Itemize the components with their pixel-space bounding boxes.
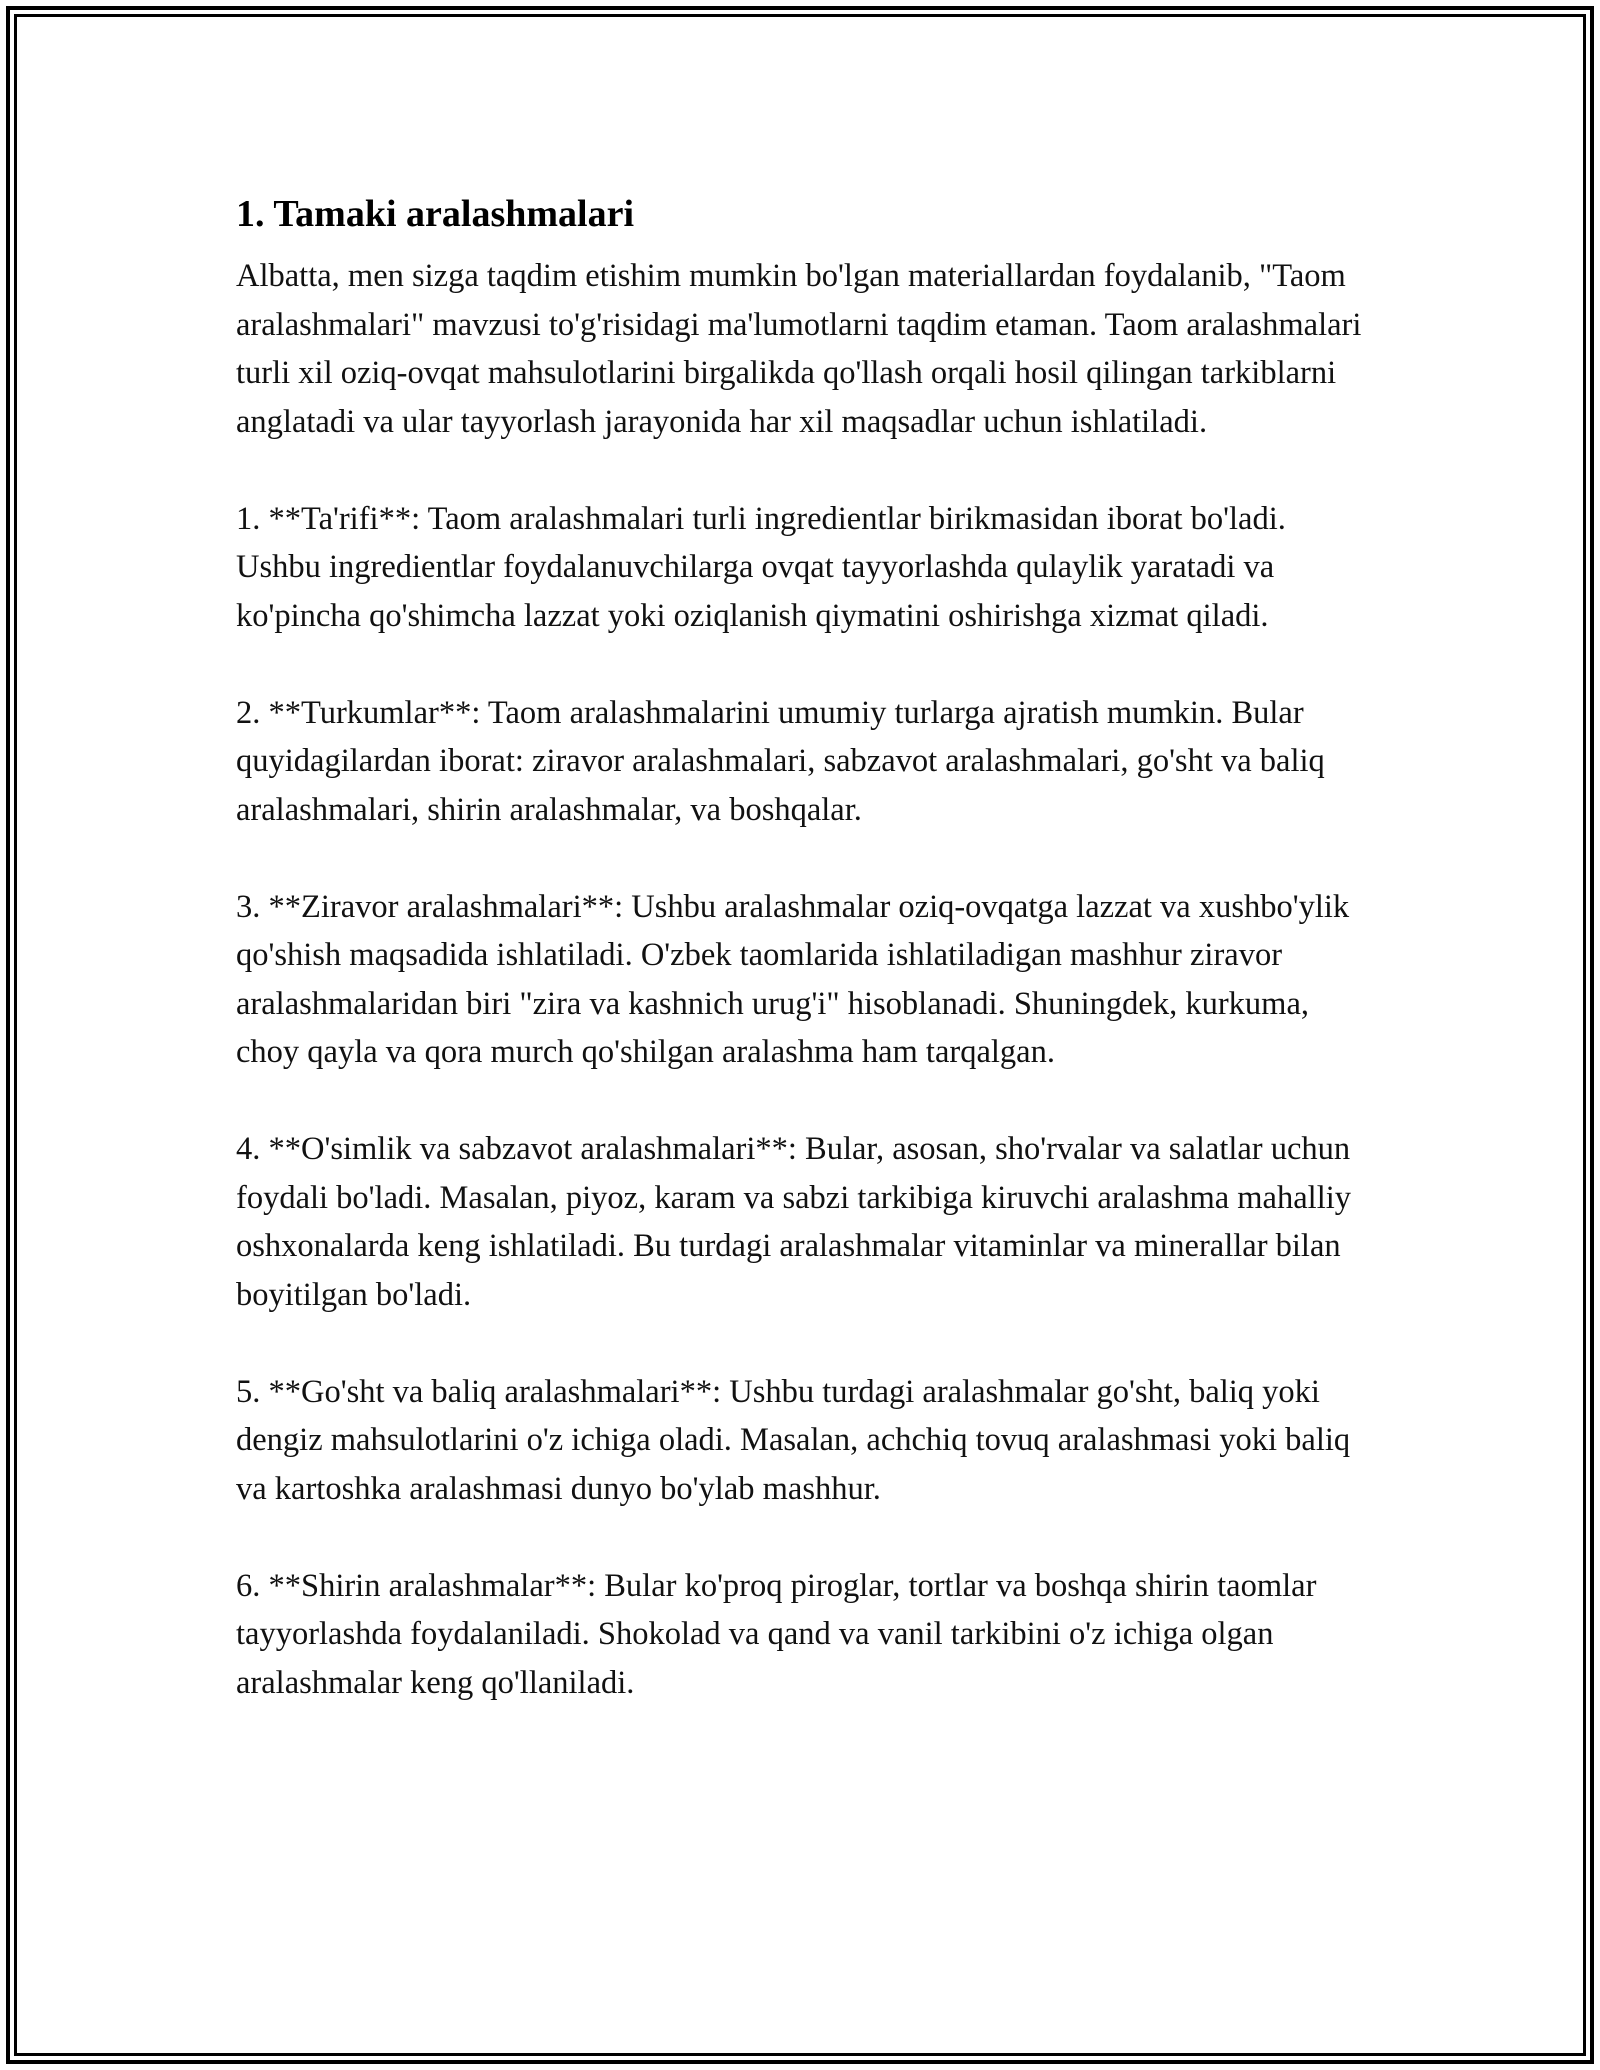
paragraph-spice-mixes: 3. **Ziravor aralashmalari**: Ushbu aralashmalar oziq-ovqatga lazzat va xushbo'ylik qo'shish maqsadida ishlatiladi. O'zbek taomlarida ishlatiladigan mashhur ziravor aralashmalaridan biri "zira va kashnich urug'i" hisoblanadi. Shuningdek, kurkuma, choy qayla va qora murch qo'shilgan aralashma ham tarqalgan. xyxy=(236,888,1350,1070)
paragraph-definition: 1. **Ta'rifi**: Taom aralashmalari turli ingredientlar birikmasidan iborat bo'ladi. Ushbu ingredientlar foydalanuvchilarga ovqat tayyorlashda qulaylik yaratadi va ko'pincha qo'shimcha lazzat yoki oziqlanish qiymatini oshirishga xizmat qiladi. xyxy=(236,500,1286,634)
paragraph-vegetable-mixes: 4. **O'simlik va sabzavot aralashmalari**: Bular, asosan, sho'rvalar va salatlar uchun foydali bo'ladi. Masalan, piyoz, karam va sabzi tarkibiga kiruvchi aralashma mahalliy oshxonalarda keng ishlatiladi. Bu turdagi aralashmalar vitaminlar va minerallar bilan boyitilgan bo'ladi. xyxy=(236,1131,1351,1313)
document-body xyxy=(236,184,1376,1707)
paragraph-sweet-mixes: 6. **Shirin aralashmalar**: Bular ko'proq piroglar, tortlar va boshqa shirin taomlar tayyorlashda foydalaniladi. Shokolad va qand va vanil tarkibini o'z ichiga olgan aralashmalar keng qo'llaniladi. xyxy=(236,1567,1317,1701)
intro-paragraph: Albatta, men sizga taqdim etishim mumkin bo'lgan materiallardan foydalanib, "Taom aralashmalari" mavzusi to'g'risidagi ma'lumotlarni taqdim etaman. Taom aralashmalari turli xil oziq-ovqat mahsulotlarini birgalikda qo'llash orqali hosil qilingan tarkiblarni anglatadi va ular tayyorlash jarayonida har xil maqsadlar uchun ishlatiladi. xyxy=(236,258,1362,440)
paragraph-categories: 2. **Turkumlar**: Taom aralashmalarini umumiy turlarga ajratish mumkin. Bular quyidagilardan iborat: ziravor aralashmalari, sabzavot aralashmalari, go'sht va baliq aralashmalari, shirin aralashmalar, va boshqalar. xyxy=(236,694,1325,828)
paragraph-meat-fish-mixes: 5. **Go'sht va baliq aralashmalari**: Ushbu turdagi aralashmalar go'sht, baliq yoki dengiz mahsulotlarini o'z ichiga oladi. Masalan, achchiq tovuq aralashmasi yoki baliq va kartoshka aralashmasi dunyo bo'ylab mashhur. xyxy=(236,1373,1351,1507)
document-heading: 1. Tamaki aralashmalari xyxy=(236,193,634,235)
